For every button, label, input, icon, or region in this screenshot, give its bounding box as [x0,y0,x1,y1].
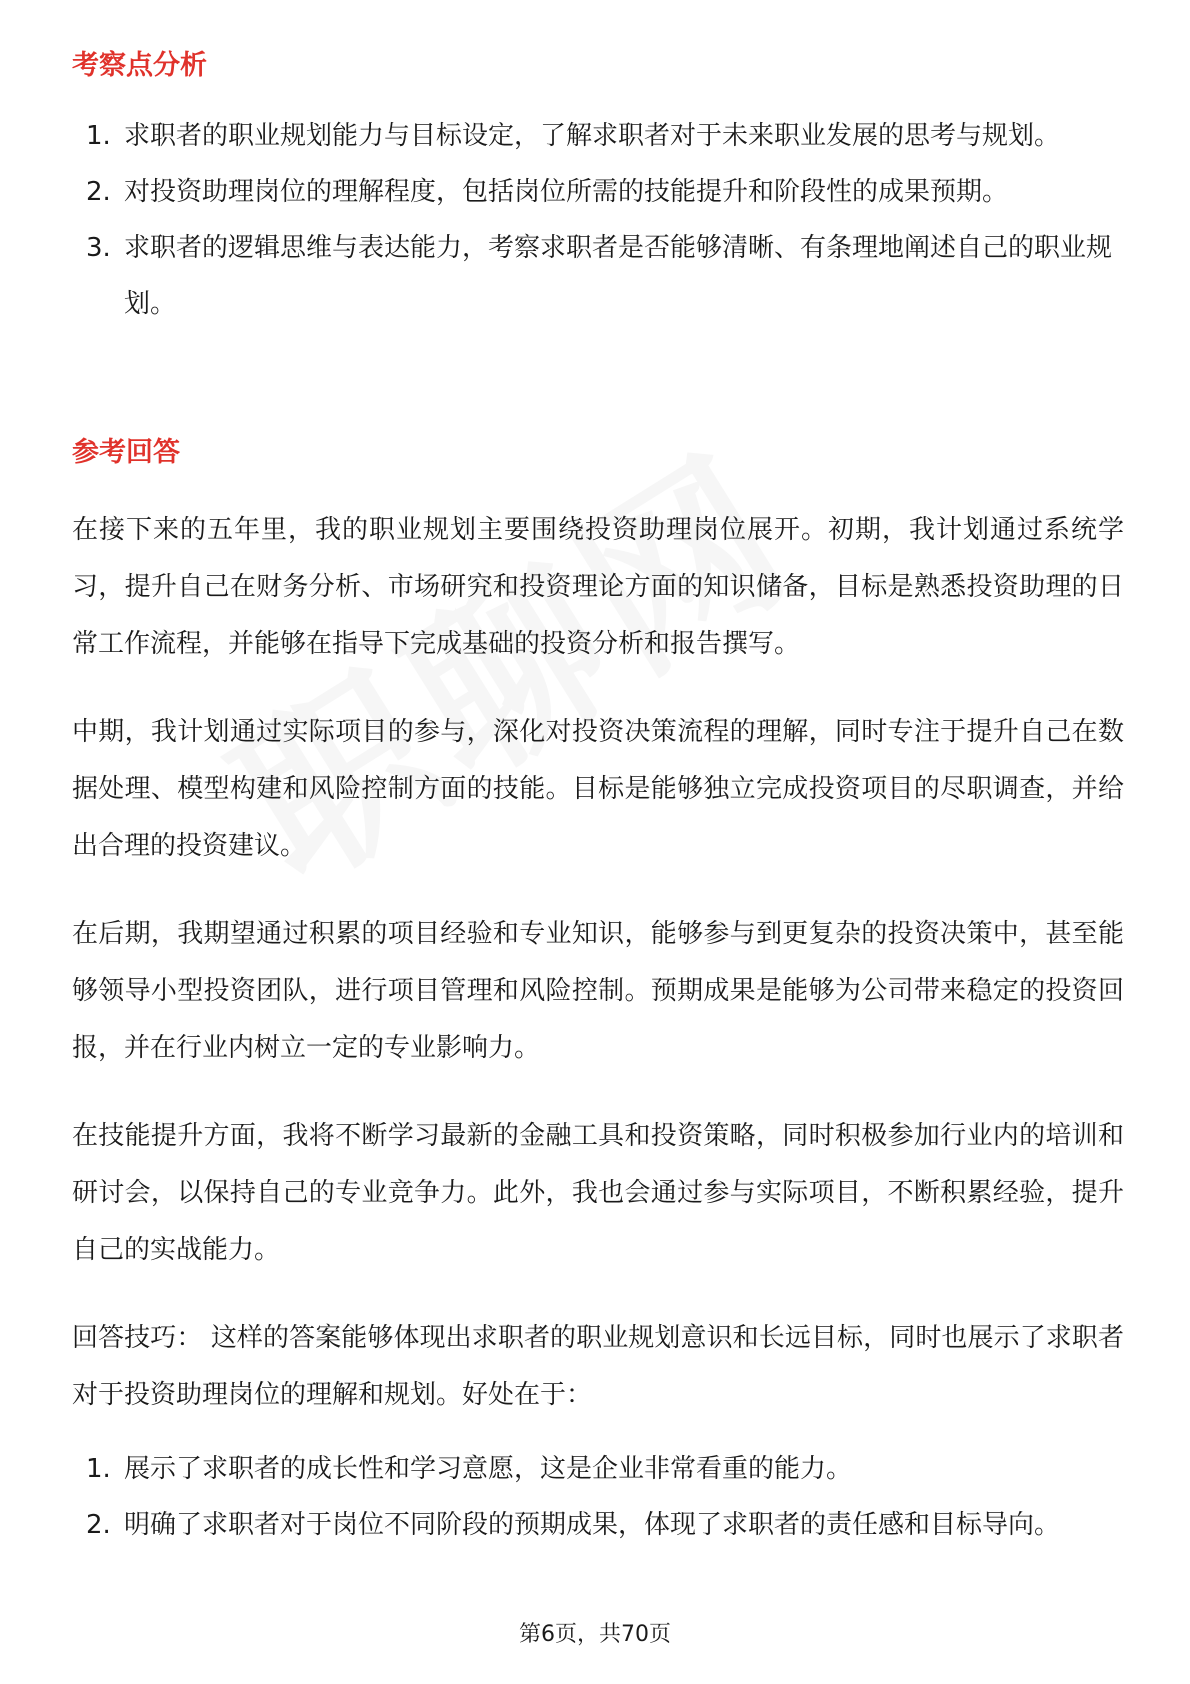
answer-paragraph-1: 在接下来的五年里，我的职业规划主要围绕投资助理岗位展开。初期，我计划通过系统学习，提升自己在财务分析、市场研究和投资理论方面的知识储备，目标是熟悉投资助理的日常工作流程，并能够在指导下完成基础的投资分析和报告撰写。 [72,515,1124,659]
page-number: 第6页，共70页 [519,1622,671,1647]
heading-reference-answer: 参考回答 [72,437,180,468]
answer-paragraph-2: 中期，我计划通过实际项目的参与，深化对投资决策流程的理解，同时专注于提升自己在数据处理、模型构建和风险控制方面的技能。目标是能够独立完成投资项目的尽职调查，并给出合理的投资建议。 [72,717,1124,861]
answer-tips: 回答技巧： 这样的答案能够体现出求职者的职业规划意识和长远目标，同时也展示了求职者对于投资助理岗位的理解和规划。好处在于： [72,1323,1124,1410]
list-item [72,108,1122,164]
list-item [72,1497,1122,1553]
list-item [72,1441,1122,1497]
list-item [72,164,1122,220]
list-text: 对投资助理岗位的理解程度，包括岗位所需的技能提升和阶段性的成果预期。 [124,177,1009,207]
list-text: 展示了求职者的成长性和学习意愿，这是企业非常看重的能力。 [124,1454,853,1484]
list-item [72,220,1122,332]
list-number: 1. [86,121,111,151]
heading-analysis: 考察点分析 [72,50,207,81]
list-number: 1. [86,1454,111,1484]
analysis-list [72,108,1122,332]
list-text: 求职者的逻辑思维与表达能力，考察求职者是否能够清晰、有条理地阐述自己的职业规划。 [124,233,1113,319]
benefits-list [72,1441,1122,1553]
list-number: 2. [86,1510,111,1540]
list-number: 2. [86,177,111,207]
list-text: 求职者的职业规划能力与目标设定，了解求职者对于未来职业发展的思考与规划。 [124,121,1061,151]
answer-paragraph-3: 在后期，我期望通过积累的项目经验和专业知识，能够参与到更复杂的投资决策中，甚至能够领导小型投资团队，进行项目管理和风险控制。预期成果是能够为公司带来稳定的投资回报，并在行业内树立一定的专业影响力。 [72,919,1124,1063]
list-text: 明确了求职者对于岗位不同阶段的预期成果，体现了求职者的责任感和目标导向。 [124,1510,1061,1540]
list-number: 3. [86,233,111,263]
answer-paragraph-4: 在技能提升方面，我将不断学习最新的金融工具和投资策略，同时积极参加行业内的培训和研讨会，以保持自己的专业竞争力。此外，我也会通过参与实际项目，不断积累经验，提升自己的实战能力。 [72,1121,1124,1265]
